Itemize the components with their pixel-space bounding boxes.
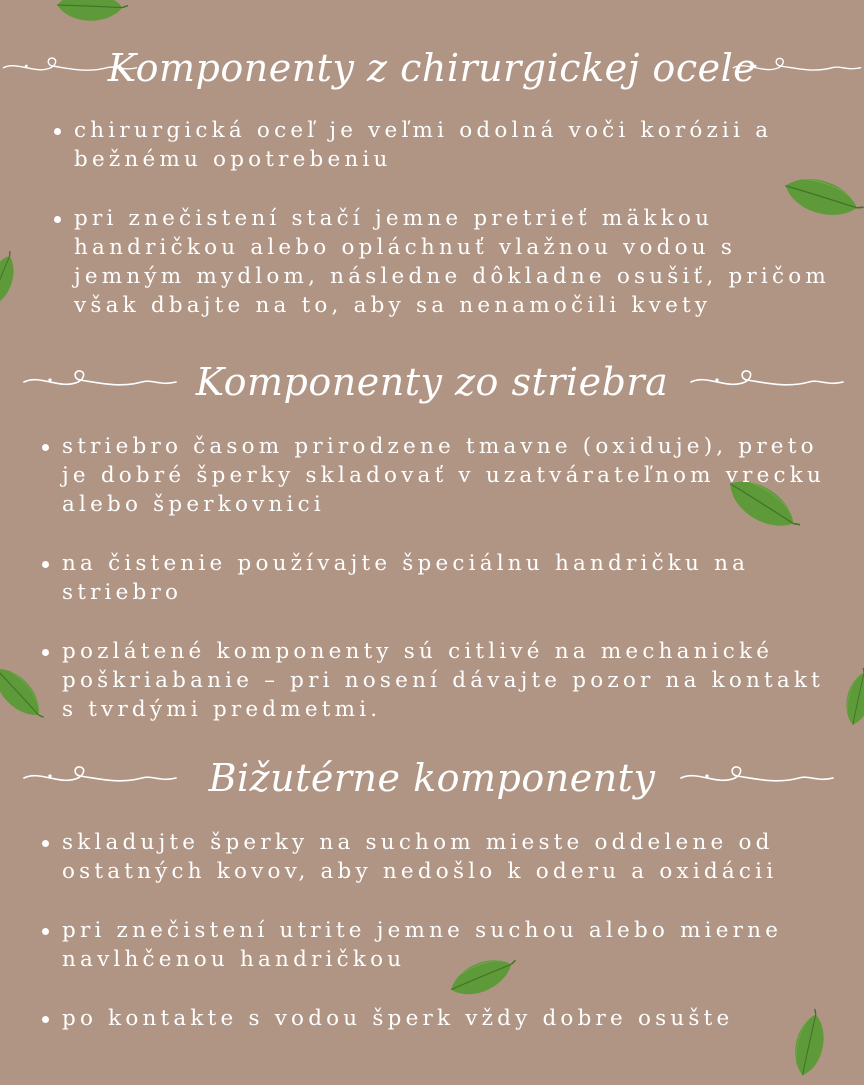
bullet-icon [42, 561, 49, 568]
leaf-icon [0, 243, 36, 320]
list-item: pozlátené komponenty sú citlivé na mechanické poškriabanie – pri nosení dávajte pozor na kontakt s tvrdými predmetmi. [42, 637, 842, 724]
list-item: na čistenie používajte špeciálnu handričku na striebro [42, 549, 842, 607]
bullet-icon [54, 128, 61, 135]
section-title: Bižutérne komponenty [208, 756, 656, 800]
section-title: Komponenty zo striebra [195, 360, 669, 404]
bullet-icon [54, 216, 61, 223]
list-item: skladujte šperky na suchom mieste oddelene od ostatných kovov, aby nedošlo k oderu a oxidácii [42, 828, 842, 886]
section-heading-silver [0, 352, 864, 412]
section-title: Komponenty z chirurgickej ocele [107, 46, 757, 90]
bullet-icon [42, 444, 49, 451]
steel-care-list [54, 116, 834, 320]
section-heading-steel [0, 38, 864, 98]
section-heading-costume-jewelry [0, 748, 864, 808]
list-item: pri znečistení stačí jemne pretrieť mäkkou handričkou alebo opláchnuť vlažnou vodou s jemným mydlom, následne dôkladne osušiť, pričom však dbajte na to, aby sa nenamočili kvety [54, 204, 834, 320]
swirl-ornament-right [650, 756, 864, 796]
silver-care-list [42, 432, 842, 724]
bullet-icon [42, 840, 49, 847]
bullet-icon [42, 928, 49, 935]
bullet-icon [42, 649, 49, 656]
costume-jewelry-care-list [42, 828, 842, 1033]
leaf-icon [45, 0, 137, 37]
swirl-ornament-right [730, 46, 864, 86]
list-item: chirurgická oceľ je veľmi odolná voči korózii a bežnému opotrebeniu [54, 116, 834, 174]
list-item: striebro časom prirodzene tmavne (oxiduje), preto je dobré šperky skladovať v uzatvárateľnom vrecku alebo šperkovnici [42, 432, 842, 519]
list-item: po kontakte s vodou šperk vždy dobre osušte [42, 1004, 842, 1033]
bullet-icon [42, 1016, 49, 1023]
swirl-ornament-right [670, 360, 864, 400]
list-item: pri znečistení utrite jemne suchou alebo mierne navlhčenou handričkou [42, 916, 842, 974]
